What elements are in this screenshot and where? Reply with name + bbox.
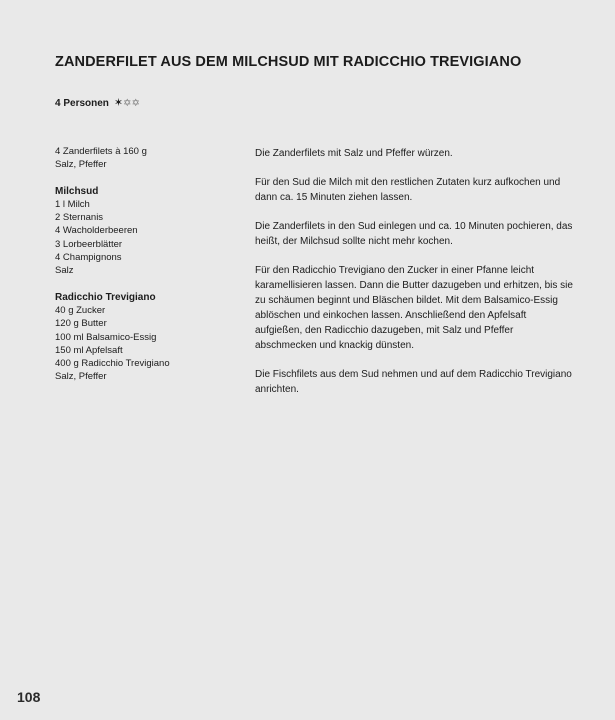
ingredient-item: 4 Champignons — [55, 252, 122, 264]
instruction-step: Die Fischfilets aus dem Sud nehmen und auf dem Radicchio Trevigiano anrichten. — [255, 369, 572, 395]
instructions-column — [255, 146, 575, 411]
ingredient-item: 40 g Zucker — [55, 304, 106, 316]
star-empty-icon: ✡ — [123, 97, 132, 109]
ingredient-item: 1 l Milch — [55, 198, 90, 210]
ingredient-item: 150 ml Apfelsaft — [55, 344, 123, 356]
star-empty-icon: ✡ — [131, 97, 140, 109]
ingredient-item: 120 g Butter — [55, 318, 107, 330]
ingredient-item: 4 Zanderfilets à 160 g — [55, 146, 147, 157]
ingredient-group-title: Radicchio Trevigiano — [55, 291, 156, 303]
servings-line — [55, 98, 140, 109]
difficulty-rating — [114, 98, 140, 109]
ingredient-item: 3 Lorbeerblätter — [55, 238, 123, 250]
instruction-step: Die Zanderfilets in den Sud einlegen und ca. 10 Minuten pochieren, das heißt, der Milchsud sollte nicht mehr kochen. — [255, 221, 573, 247]
ingredient-group-milchsud — [55, 185, 225, 278]
ingredient-item: 4 Wacholderbeeren — [55, 225, 138, 237]
ingredient-item: Salz — [55, 265, 74, 277]
instruction-step: Für den Sud die Milch mit den restlichen Zutaten kurz aufkochen und dann ca. 15 Minuten ziehen lassen. — [255, 177, 561, 203]
ingredient-item: 100 ml Balsamico-Essig — [55, 331, 157, 343]
star-filled-icon: ✶ — [113, 97, 124, 109]
ingredient-group-title: Milchsud — [55, 185, 99, 197]
ingredients-base — [55, 145, 225, 172]
ingredient-item: Salz, Pfeffer — [55, 159, 107, 171]
ingredient-group-radicchio — [55, 291, 225, 384]
servings-label: 4 Personen — [55, 98, 109, 109]
ingredient-item: 2 Sternanis — [55, 212, 104, 224]
ingredient-item: 400 g Radicchio Trevigiano — [55, 358, 170, 370]
recipe-title: ZANDERFILET AUS DEM MILCHSUD MIT RADICCHIO TREVIGIANO — [55, 54, 522, 70]
instruction-step: Für den Radicchio Trevigiano den Zucker in einer Pfanne leicht karamellisieren lassen. Dann die Butter dazugeben und erhitzen, bis sie zu schäumen beginnt und Bläschen bildet. Mit dem Balsamico-Essig ablöschen und einkochen lassen. Anschließend den Apfelsaft aufgießen, den Radicchio dazugeben, mit Salz und Pfeffer abschmecken und knackig dünsten. — [255, 265, 573, 351]
page-number: 108 — [17, 689, 41, 705]
ingredient-item: Salz, Pfeffer — [55, 371, 107, 383]
instruction-step: Die Zanderfilets mit Salz und Pfeffer würzen. — [255, 148, 453, 159]
ingredients-column — [55, 145, 225, 384]
